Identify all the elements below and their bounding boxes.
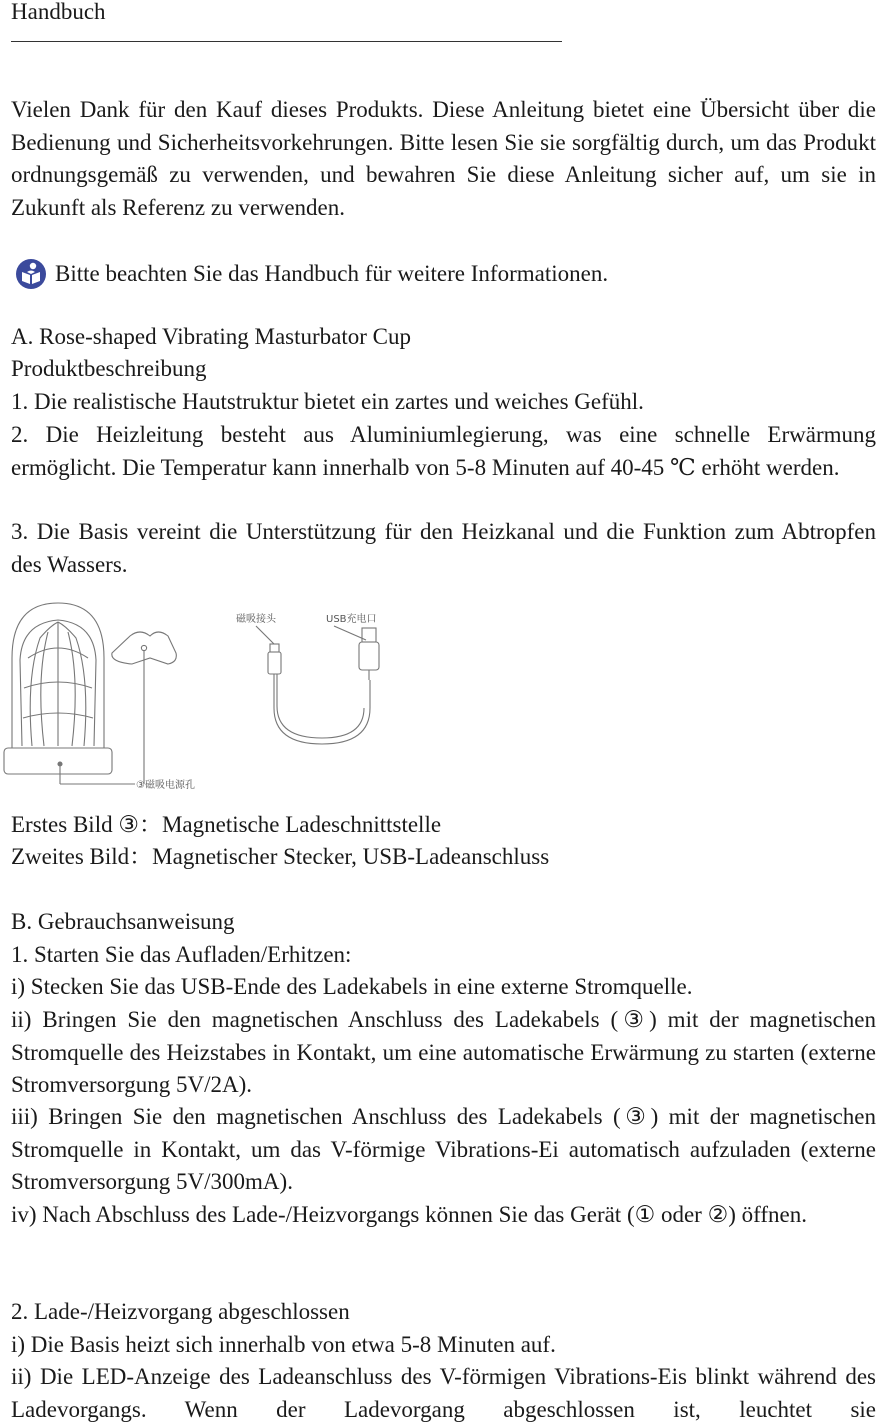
step-1-item-ii: ii) Bringen Sie den magnetischen Anschluss des Ladekabels (③) mit der magnetischen Stromquelle des Heizstabes in Kontakt, um eine automatische Erwärmung zu starten (externe Stromversorgung 5V/2A). (11, 1007, 876, 1098)
cable-figure (230, 598, 405, 748)
product-figure (0, 598, 215, 796)
section-a-item-1: 1. Die realistische Hautstruktur bietet ein zartes und weiches Gefühl. (11, 389, 644, 414)
figure-2-label-right: USB充电口 (326, 614, 377, 625)
manual-note-text: Bitte beachten Sie das Handbuch für weitere Informationen. (55, 260, 609, 286)
figure-1-label: ③磁吸电源孔 (136, 780, 195, 791)
section-a-item-3: 3. Die Basis vereint die Unterstützung für den Heizkanal und die Funktion zum Abtropfen des Wassers. (11, 519, 876, 577)
intro-paragraph: Vielen Dank für den Kauf dieses Produkts. Diese Anleitung bietet eine Übersicht über die Bedienung und Sicherheitsvorkehrungen. Bitte lesen Sie sie sorgfältig durch, um das Produkt ordnungsgemäß zu verwenden, und bewahren Sie diese Anleitung sicher auf, um sie in Zukunft als Referenz zu verwenden. (11, 97, 876, 220)
section-b-title: B. Gebrauchsanweisung (11, 909, 235, 934)
step-1-item-iv: iv) Nach Abschluss des Lade-/Heizvorgangs können Sie das Gerät (① oder ②) öffnen. (11, 1202, 807, 1227)
section-a-title: A. Rose-shaped Vibrating Masturbator Cup (11, 324, 411, 349)
read-manual-icon (15, 258, 47, 290)
step-1-item-i: i) Stecken Sie das USB-Ende des Ladekabels in eine externe Stromquelle. (11, 974, 693, 999)
header-rule (11, 41, 562, 42)
step-2-item-ii: ii) Die LED-Anzeige des Ladeanschluss des V-förmigen Vibrations-Eis blinkt während des Ladevorgangs. Wenn der Ladevorgang abgeschlossen ist, leuchtet sie (11, 1364, 876, 1422)
step-2-item-i: i) Die Basis heizt sich innerhalb von etwa 5-8 Minuten auf. (11, 1332, 556, 1357)
step-1-item-iii: iii) Bringen Sie den magnetischen Anschluss des Ladekabels (③) mit der magnetischen Stromquelle in Kontakt, um das V-förmige Vibrations-Ei automatisch aufzuladen (externe Stromversorgung 5V/300mA). (11, 1104, 876, 1195)
caption-first-image: Erstes Bild ③：Magnetische Ladeschnittstelle (11, 812, 442, 837)
section-a-item-2: 2. Die Heizleitung besteht aus Aluminiumlegierung, was eine schnelle Erwärmung ermöglicht. Die Temperatur kann innerhalb von 5-8 Minuten auf 40-45 ℃ erhöht werden. (11, 422, 876, 480)
figure-2-label-left: 磁吸接头 (236, 614, 276, 625)
section-a-subtitle: Produktbeschreibung (11, 356, 207, 381)
page-header: Handbuch (11, 0, 106, 24)
manual-note (15, 258, 608, 290)
step-1-title: 1. Starten Sie das Aufladen/Erhitzen: (11, 942, 352, 967)
step-2-title: 2. Lade-/Heizvorgang abgeschlossen (11, 1299, 350, 1324)
caption-second-image: Zweites Bild：Magnetischer Stecker, USB-Ladeanschluss (11, 844, 550, 869)
